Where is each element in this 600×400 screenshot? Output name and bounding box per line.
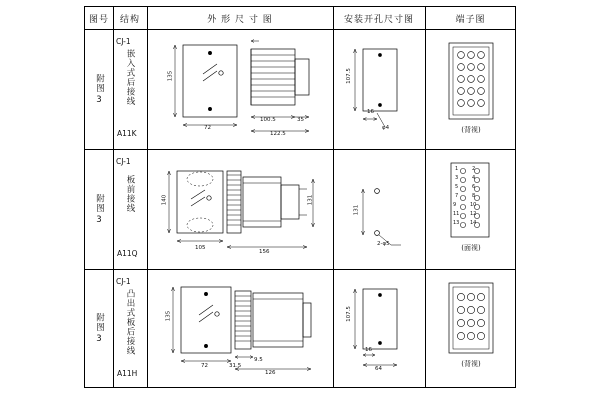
row2-terminal-drawing — [425, 149, 516, 269]
row2-mount-dim-131: 131 — [353, 204, 360, 216]
row2-terminal-num-11: 11 — [453, 211, 460, 217]
header-col-mount: 安装开孔尺寸图 — [343, 14, 414, 25]
row2-dim-140: 140 — [161, 194, 168, 206]
row1-mount-dim-16: 16 — [367, 109, 374, 115]
row1-dim-122-5: 122.5 — [270, 131, 286, 137]
row1-struct-code: A11K — [117, 129, 137, 138]
row2-dim-105: 105 — [195, 245, 206, 251]
row2-terminal-num-2: 2 — [472, 166, 476, 172]
row2-dim-156: 156 — [259, 249, 270, 255]
row2-terminal-note: (面视) — [461, 244, 481, 252]
row1-no2-label: 3 — [96, 94, 102, 105]
row2-no-label: 附图 — [94, 193, 105, 213]
row1-terminal-note: (背视) — [461, 126, 481, 134]
row3-struct-cell — [113, 269, 147, 388]
row1-struct-text: 嵌入式后接线 — [125, 49, 135, 106]
row2-terminal-num-12: 12 — [470, 211, 477, 217]
row2-terminal-num-1: 1 — [455, 166, 459, 172]
row3-mount-dim-107-5: 107.5 — [345, 306, 352, 322]
row1-struct-model: CJ-1 — [116, 37, 131, 46]
row1-mount-dim-phi4: φ4 — [382, 125, 390, 131]
row3-struct-model: CJ-1 — [116, 277, 131, 286]
row2-terminal-num-13: 13 — [453, 220, 460, 226]
row3-mount-drawing — [333, 269, 425, 388]
drawing-table — [84, 6, 516, 388]
row2-terminal-num-10: 10 — [470, 202, 477, 208]
row1-dim-100-5: 100.5 — [260, 117, 276, 123]
row3-dim-31-5: 31.5 — [229, 363, 242, 369]
row1-no-label: 附图 — [94, 73, 105, 93]
row2-struct-text: 板前接线 — [125, 175, 135, 213]
row2-no2-label: 3 — [96, 214, 102, 225]
row3-no2-label: 3 — [96, 334, 102, 344]
header-col-terminal: 端子图 — [455, 14, 486, 25]
row2-no-cell — [85, 149, 113, 269]
row3-dim-72: 72 — [201, 363, 208, 369]
header-col-outline: 外 形 尺 寸 图 — [207, 14, 273, 25]
header-col-struct: 结构 — [119, 14, 140, 25]
row3-struct-code: A11H — [117, 369, 138, 378]
row1-outline-drawing — [147, 29, 333, 149]
row1-struct-text-wrap — [124, 49, 135, 123]
header-col-no: 图号 — [88, 14, 109, 25]
row1-mount-drawing — [333, 29, 425, 149]
row3-no-label: 附图 — [94, 313, 105, 332]
row3-struct-text-wrap — [124, 289, 135, 363]
row2-terminal-num-9: 9 — [453, 202, 457, 208]
row2-terminal-num-6: 6 — [472, 184, 476, 190]
row2-terminal-num-5: 5 — [455, 184, 459, 190]
row2-struct-code: A11Q — [117, 249, 138, 258]
row1-dim-135: 135 — [167, 70, 174, 82]
row2-terminal-num-7: 7 — [455, 193, 459, 199]
row2-dim-131: 131 — [307, 194, 314, 206]
row3-dim-9-5: 9.5 — [254, 357, 263, 363]
row2-terminal-num-3: 3 — [455, 175, 459, 181]
row1-dim-35: 35 — [297, 117, 304, 123]
row3-mount-dim-64: 64 — [375, 366, 382, 372]
row2-struct-cell — [113, 149, 147, 269]
row1-dim-72: 72 — [204, 125, 211, 131]
row3-mount-dim-16: 16 — [365, 347, 372, 353]
row2-outline-drawing — [147, 149, 333, 269]
row2-terminal-num-4: 4 — [472, 175, 476, 181]
row2-struct-model: CJ-1 — [116, 157, 131, 166]
row3-dim-135: 135 — [165, 310, 172, 322]
row3-struct-text: 凸出式板后接线 — [125, 289, 135, 356]
row2-mount-dim-2phi5: 2-φ5 — [377, 241, 390, 247]
row3-terminal-drawing — [425, 269, 516, 388]
row2-terminal-num-14: 14 — [470, 220, 477, 226]
row3-outline-drawing — [147, 269, 333, 388]
row1-terminal-drawing — [425, 29, 516, 149]
row1-mount-dim-107-5: 107.5 — [345, 68, 352, 84]
row2-terminal-num-8: 8 — [472, 193, 476, 199]
row3-no-cell — [85, 269, 113, 388]
row3-dim-126: 126 — [265, 370, 276, 376]
row2-struct-text-wrap — [124, 175, 135, 233]
row1-struct-cell — [113, 29, 147, 149]
row2-mount-drawing — [333, 149, 425, 269]
row3-terminal-note: (背视) — [461, 360, 481, 368]
row1-no-cell — [85, 29, 113, 149]
